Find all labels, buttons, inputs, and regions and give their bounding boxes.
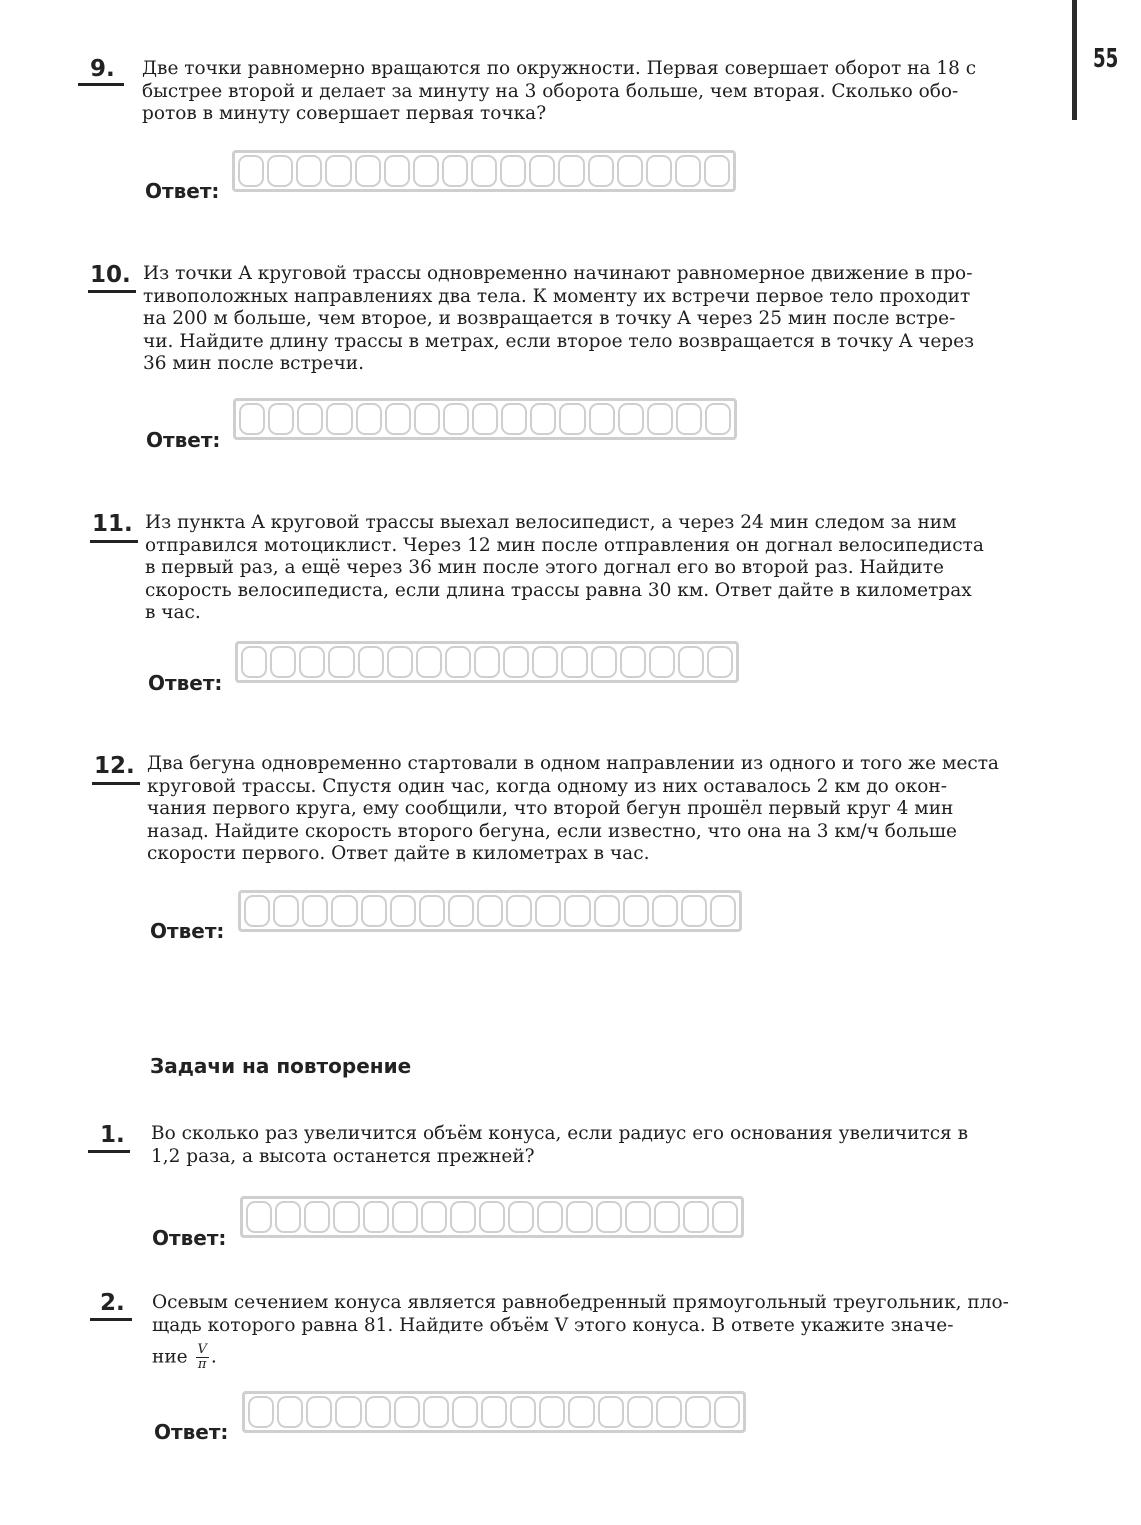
answer-cell[interactable] — [596, 1201, 622, 1233]
answer-cell[interactable] — [598, 1396, 624, 1428]
task-line: ние — [152, 1346, 188, 1368]
answer-cell[interactable] — [479, 1201, 505, 1233]
answer-label: Ответ: — [148, 671, 223, 695]
task-text — [147, 753, 1065, 866]
answer-cell[interactable] — [275, 1201, 301, 1233]
answer-cell[interactable] — [591, 646, 617, 678]
answer-cell[interactable] — [532, 646, 558, 678]
task-line: чания первого круга, ему сообщили, что второй бегун прошёл первый круг 4 мин — [147, 798, 954, 819]
task-number: 1. — [100, 1122, 125, 1148]
answer-cell[interactable] — [335, 1396, 361, 1428]
answer-cell[interactable] — [506, 895, 532, 927]
answer-cell[interactable] — [704, 155, 730, 187]
task-text — [145, 512, 1063, 625]
answer-cell[interactable] — [325, 155, 351, 187]
answer-cell[interactable] — [625, 1201, 651, 1233]
answer-cell[interactable] — [714, 1396, 740, 1428]
fraction-numerator: V — [197, 1342, 207, 1357]
answer-cell[interactable] — [304, 1201, 330, 1233]
answer-cell[interactable] — [566, 1201, 592, 1233]
answer-cell[interactable] — [394, 1396, 420, 1428]
answer-cell[interactable] — [331, 895, 357, 927]
answer-cell[interactable] — [474, 646, 500, 678]
answer-cell[interactable] — [471, 155, 497, 187]
answer-cell[interactable] — [390, 895, 416, 927]
answer-cell[interactable] — [299, 646, 325, 678]
answer-label: Ответ: — [150, 919, 225, 943]
answer-cell[interactable] — [413, 155, 439, 187]
answer-input[interactable] — [242, 1391, 746, 1433]
answer-cell[interactable] — [443, 403, 469, 435]
answer-cell[interactable] — [712, 1201, 738, 1233]
fraction-v-over-pi — [196, 1343, 209, 1372]
task-line: Два бегуна одновременно стартовали в одном направлении из одного и того же места — [147, 753, 999, 774]
task-text — [142, 58, 1060, 126]
answer-cell[interactable] — [564, 895, 590, 927]
answer-cell[interactable] — [452, 1396, 478, 1428]
answer-cell[interactable] — [508, 1201, 534, 1233]
answer-cell[interactable] — [675, 155, 701, 187]
task-line: отправился мотоциклист. Через 12 мин после отправления он догнал велосипедиста — [145, 534, 984, 556]
task-line: назад. Найдите скорость второго бегуна, если известно, что она на 3 км/ч больше — [147, 820, 957, 842]
answer-cell[interactable] — [500, 155, 526, 187]
task-number: 9. — [90, 56, 115, 82]
answer-cell[interactable] — [530, 403, 556, 435]
answer-cell[interactable] — [277, 1396, 303, 1428]
section-heading: Задачи на повторение — [150, 1054, 412, 1078]
answer-cell[interactable] — [423, 1396, 449, 1428]
answer-cell[interactable] — [618, 403, 644, 435]
answer-cell[interactable] — [646, 155, 672, 187]
task-line-with-fraction — [152, 1343, 1070, 1372]
task-line: 1,2 раза, а высота останется прежней? — [151, 1145, 535, 1167]
answer-cell[interactable] — [387, 646, 413, 678]
answer-cell[interactable] — [363, 1201, 389, 1233]
answer-cell[interactable] — [685, 1396, 711, 1428]
task-number: 2. — [100, 1290, 125, 1316]
answer-cell[interactable] — [707, 646, 733, 678]
task-number: 11. — [92, 511, 133, 537]
task-line: 36 мин после встречи. — [143, 353, 365, 374]
answer-cell[interactable] — [559, 403, 585, 435]
answer-cell[interactable] — [268, 403, 294, 435]
answer-input[interactable] — [235, 641, 739, 683]
answer-cell[interactable] — [246, 1201, 272, 1233]
task-number-underline — [90, 1318, 132, 1321]
task-number-underline — [88, 1150, 130, 1153]
answer-cell[interactable] — [539, 1396, 565, 1428]
answer-cell[interactable] — [270, 646, 296, 678]
answer-input[interactable] — [238, 890, 742, 932]
answer-cell[interactable] — [358, 646, 384, 678]
answer-cell[interactable] — [529, 155, 555, 187]
answer-cell[interactable] — [365, 1396, 391, 1428]
answer-cell[interactable] — [654, 1201, 680, 1233]
answer-cell[interactable] — [361, 895, 387, 927]
task-number-underline — [78, 83, 124, 86]
task-number-underline — [90, 540, 138, 543]
task-number-underline — [92, 782, 140, 785]
answer-cell[interactable] — [385, 403, 411, 435]
task-text — [143, 263, 1061, 376]
task-line: Во сколько раз увеличится объём конуса, если радиус его основания увеличится в — [151, 1123, 969, 1144]
answer-cell[interactable] — [620, 646, 646, 678]
answer-cell[interactable] — [594, 895, 620, 927]
answer-cell[interactable] — [588, 155, 614, 187]
answer-cell[interactable] — [501, 403, 527, 435]
answer-cell[interactable] — [414, 403, 440, 435]
answer-cell[interactable] — [306, 1396, 332, 1428]
task-line: щадь которого равна 81. Найдите объём V этого конуса. В ответе укажите значе- — [152, 1314, 954, 1336]
answer-cell[interactable] — [302, 895, 328, 927]
answer-cell[interactable] — [421, 1201, 447, 1233]
answer-cell[interactable] — [296, 155, 322, 187]
answer-cell[interactable] — [481, 1396, 507, 1428]
task-line: круговой трассы. Спустя один час, когда одному из них оставалось 2 км до окон- — [147, 775, 948, 797]
task-text — [151, 1123, 1069, 1168]
answer-cell[interactable] — [384, 155, 410, 187]
answer-cell[interactable] — [448, 895, 474, 927]
task-line: Из пункта A круговой трассы выехал велосипедист, а через 24 мин следом за ним — [145, 512, 957, 533]
answer-cell[interactable] — [652, 895, 678, 927]
answer-cell[interactable] — [328, 646, 354, 678]
answer-input[interactable] — [232, 150, 736, 192]
task-line: тивоположных направлениях два тела. К моменту их встречи первое тело проходит — [143, 285, 971, 307]
answer-cell[interactable] — [450, 1201, 476, 1233]
answer-cell[interactable] — [355, 155, 381, 187]
answer-cell[interactable] — [568, 1396, 594, 1428]
answer-cell[interactable] — [710, 895, 736, 927]
task-line: Две точки равномерно вращаются по окружности. Первая совершает оборот на 18 с — [142, 58, 977, 79]
task-line: чи. Найдите длину трассы в метрах, если второе тело возвращается в точку A через — [143, 330, 975, 352]
task-line: скорости первого. Ответ дайте в километрах в час. — [147, 843, 650, 864]
task-line: Из точки A круговой трассы одновременно начинают равномерное движение в про- — [143, 263, 973, 284]
answer-label: Ответ: — [146, 428, 221, 452]
page-edge-rule — [1072, 0, 1077, 120]
answer-cell[interactable] — [678, 646, 704, 678]
answer-cell[interactable] — [445, 646, 471, 678]
answer-cell[interactable] — [241, 646, 267, 678]
answer-cell[interactable] — [248, 1396, 274, 1428]
answer-cell[interactable] — [683, 1201, 709, 1233]
answer-cell[interactable] — [623, 895, 649, 927]
answer-input[interactable] — [233, 398, 737, 440]
task-number: 10. — [90, 262, 131, 288]
answer-cell[interactable] — [535, 895, 561, 927]
answer-cell[interactable] — [561, 646, 587, 678]
answer-label: Ответ: — [145, 179, 220, 203]
task-number: 12. — [94, 753, 135, 779]
task-line: на 200 м больше, чем второе, и возвращается в точку A через 25 мин после встре- — [143, 308, 956, 329]
answer-cell[interactable] — [419, 895, 445, 927]
answer-cell[interactable] — [239, 403, 265, 435]
answer-cell[interactable] — [617, 155, 643, 187]
answer-cell[interactable] — [477, 895, 503, 927]
answer-cell[interactable] — [627, 1396, 653, 1428]
task-line: скорость велосипедиста, если длина трассы равна 30 км. Ответ дайте в километрах — [145, 579, 972, 601]
answer-cell[interactable] — [705, 403, 731, 435]
task-line: Осевым сечением конуса является равнобедренный прямоугольный треугольник, пло- — [152, 1292, 1009, 1313]
answer-cell[interactable] — [503, 646, 529, 678]
answer-cell[interactable] — [392, 1201, 418, 1233]
task-line: в первый раз, а ещё через 36 мин после этого догнал его во второй раз. Найдите — [145, 557, 944, 578]
answer-cell[interactable] — [589, 403, 615, 435]
answer-cell[interactable] — [442, 155, 468, 187]
answer-cell[interactable] — [681, 895, 707, 927]
answer-cell[interactable] — [676, 403, 702, 435]
task-line: быстрее второй и делает за минуту на 3 оборота больше, чем вторая. Сколько обо- — [142, 80, 959, 102]
answer-cell[interactable] — [244, 895, 270, 927]
answer-cell[interactable] — [356, 403, 382, 435]
answer-label: Ответ: — [152, 1226, 227, 1250]
fraction-denominator: π — [197, 1357, 207, 1372]
answer-cell[interactable] — [537, 1201, 563, 1233]
task-line: в час. — [145, 602, 201, 623]
task-line: ротов в минуту совершает первая точка? — [142, 103, 547, 124]
answer-cell[interactable] — [416, 646, 442, 678]
answer-cell[interactable] — [472, 403, 498, 435]
fraction-tail: . — [210, 1346, 217, 1368]
answer-cell[interactable] — [326, 403, 352, 435]
task-number-underline — [88, 290, 136, 293]
answer-cell[interactable] — [558, 155, 584, 187]
answer-input[interactable] — [240, 1196, 744, 1238]
task-text — [152, 1292, 1070, 1372]
answer-cell[interactable] — [267, 155, 293, 187]
answer-cell[interactable] — [333, 1201, 359, 1233]
answer-cell[interactable] — [273, 895, 299, 927]
answer-cell[interactable] — [510, 1396, 536, 1428]
answer-cell[interactable] — [238, 155, 264, 187]
answer-cell[interactable] — [297, 403, 323, 435]
page-number: 55 — [1093, 44, 1119, 74]
answer-label: Ответ: — [154, 1420, 229, 1444]
answer-cell[interactable] — [647, 403, 673, 435]
answer-cell[interactable] — [656, 1396, 682, 1428]
answer-cell[interactable] — [649, 646, 675, 678]
